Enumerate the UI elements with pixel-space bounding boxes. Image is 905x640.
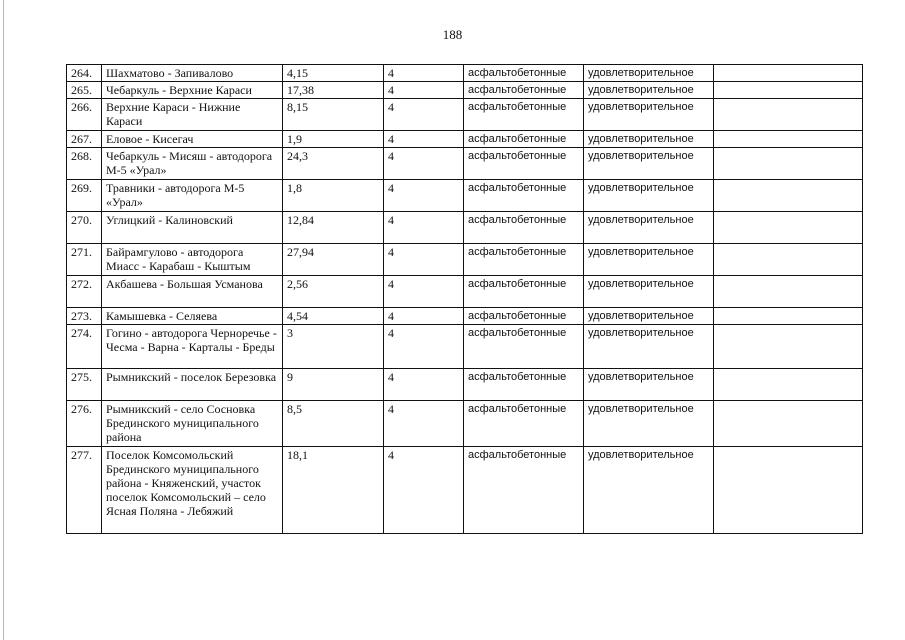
road-note-cell — [714, 65, 863, 82]
road-category-cell: 4 — [384, 447, 464, 534]
road-length-cell: 4,15 — [283, 65, 384, 82]
road-surface-cell: асфальтобетонные — [464, 447, 584, 534]
road-name-cell: Чебаркуль - Верхние Караси — [102, 82, 283, 99]
row-number-cell: 266. — [67, 99, 102, 131]
road-surface-cell: асфальтобетонные — [464, 99, 584, 131]
road-category-cell: 4 — [384, 148, 464, 180]
table-row — [67, 82, 863, 99]
road-condition-cell: удовлетворительное — [584, 447, 714, 534]
road-surface-cell: асфальтобетонные — [464, 65, 584, 82]
road-note-cell — [714, 99, 863, 131]
road-length-cell: 8,15 — [283, 99, 384, 131]
road-condition-cell: удовлетворительное — [584, 65, 714, 82]
road-category-cell: 4 — [384, 308, 464, 325]
road-name-cell: Верхние Караси - Нижние Караси — [102, 99, 283, 131]
road-surface-cell: асфальтобетонные — [464, 244, 584, 276]
row-number-cell: 264. — [67, 65, 102, 82]
road-length-cell: 1,8 — [283, 180, 384, 212]
road-length-cell: 18,1 — [283, 447, 384, 534]
road-length-cell: 17,38 — [283, 82, 384, 99]
page-margin-line — [3, 0, 4, 640]
road-name-cell: Рымникский - село Сосновка Брединского муниципального района — [102, 401, 283, 447]
road-condition-cell: удовлетворительное — [584, 401, 714, 447]
row-number-cell: 267. — [67, 131, 102, 148]
road-name-cell: Шахматово - Запивалово — [102, 65, 283, 82]
road-condition-cell: удовлетворительное — [584, 369, 714, 401]
row-number-cell: 270. — [67, 212, 102, 244]
page-number: 188 — [442, 27, 463, 42]
road-condition-cell: удовлетворительное — [584, 180, 714, 212]
road-note-cell — [714, 325, 863, 369]
road-condition-cell: удовлетворительное — [584, 308, 714, 325]
road-length-cell: 12,84 — [283, 212, 384, 244]
road-category-cell: 4 — [384, 401, 464, 447]
table-row — [67, 308, 863, 325]
road-length-cell: 3 — [283, 325, 384, 369]
road-note-cell — [714, 369, 863, 401]
road-length-cell: 8,5 — [283, 401, 384, 447]
road-condition-cell: удовлетворительное — [584, 131, 714, 148]
row-number-cell: 275. — [67, 369, 102, 401]
road-name-cell: Рымникский - поселок Березовка — [102, 369, 283, 401]
road-length-cell: 27,94 — [283, 244, 384, 276]
road-length-cell: 24,3 — [283, 148, 384, 180]
road-condition-cell: удовлетворительное — [584, 99, 714, 131]
road-condition-cell: удовлетворительное — [584, 212, 714, 244]
road-surface-cell: асфальтобетонные — [464, 308, 584, 325]
road-surface-cell: асфальтобетонные — [464, 369, 584, 401]
road-condition-cell: удовлетворительное — [584, 244, 714, 276]
road-name-cell: Поселок Комсомольский Брединского муниципального района - Княженский, участок поселок Комсомольский – село Ясная Поляна - Лебяжий — [102, 447, 283, 534]
road-length-cell: 1,9 — [283, 131, 384, 148]
roads-table-body — [67, 65, 863, 534]
road-note-cell — [714, 244, 863, 276]
road-note-cell — [714, 82, 863, 99]
row-number-cell: 271. — [67, 244, 102, 276]
row-number-cell: 274. — [67, 325, 102, 369]
road-category-cell: 4 — [384, 65, 464, 82]
table-row — [67, 325, 863, 369]
table-row — [67, 369, 863, 401]
road-name-cell: Байрамгулово - автодорога Миасс - Карабаш - Кыштым — [102, 244, 283, 276]
road-note-cell — [714, 308, 863, 325]
road-name-cell: Камышевка - Селяева — [102, 308, 283, 325]
road-note-cell — [714, 401, 863, 447]
road-note-cell — [714, 131, 863, 148]
road-surface-cell: асфальтобетонные — [464, 148, 584, 180]
road-length-cell: 2,56 — [283, 276, 384, 308]
road-surface-cell: асфальтобетонные — [464, 325, 584, 369]
table-row — [67, 131, 863, 148]
road-condition-cell: удовлетворительное — [584, 148, 714, 180]
road-condition-cell: удовлетворительное — [584, 82, 714, 99]
row-number-cell: 273. — [67, 308, 102, 325]
table-row — [67, 401, 863, 447]
road-name-cell: Травники - автодорога М-5 «Урал» — [102, 180, 283, 212]
table-row — [67, 180, 863, 212]
table-row — [67, 244, 863, 276]
road-surface-cell: асфальтобетонные — [464, 276, 584, 308]
row-number-cell: 276. — [67, 401, 102, 447]
road-name-cell: Гогино - автодорога Черноречье - Чесма - Варна - Карталы - Бреды — [102, 325, 283, 369]
road-note-cell — [714, 148, 863, 180]
table-row — [67, 276, 863, 308]
road-category-cell: 4 — [384, 369, 464, 401]
road-name-cell: Еловое - Кисегач — [102, 131, 283, 148]
row-number-cell: 265. — [67, 82, 102, 99]
road-category-cell: 4 — [384, 244, 464, 276]
road-length-cell: 9 — [283, 369, 384, 401]
road-surface-cell: асфальтобетонные — [464, 131, 584, 148]
road-category-cell: 4 — [384, 180, 464, 212]
road-category-cell: 4 — [384, 99, 464, 131]
table-row — [67, 99, 863, 131]
table-row — [67, 447, 863, 534]
road-category-cell: 4 — [384, 212, 464, 244]
table-row — [67, 65, 863, 82]
table-row — [67, 148, 863, 180]
road-category-cell: 4 — [384, 82, 464, 99]
row-number-cell: 268. — [67, 148, 102, 180]
roads-table — [66, 64, 863, 534]
road-surface-cell: асфальтобетонные — [464, 212, 584, 244]
road-note-cell — [714, 276, 863, 308]
road-note-cell — [714, 447, 863, 534]
road-name-cell: Углицкий - Калиновский — [102, 212, 283, 244]
row-number-cell: 277. — [67, 447, 102, 534]
road-category-cell: 4 — [384, 131, 464, 148]
road-condition-cell: удовлетворительное — [584, 276, 714, 308]
road-category-cell: 4 — [384, 325, 464, 369]
road-name-cell: Акбашева - Большая Усманова — [102, 276, 283, 308]
road-length-cell: 4,54 — [283, 308, 384, 325]
row-number-cell: 272. — [67, 276, 102, 308]
road-surface-cell: асфальтобетонные — [464, 180, 584, 212]
table-row — [67, 212, 863, 244]
road-note-cell — [714, 212, 863, 244]
road-surface-cell: асфальтобетонные — [464, 401, 584, 447]
road-category-cell: 4 — [384, 276, 464, 308]
road-surface-cell: асфальтобетонные — [464, 82, 584, 99]
road-name-cell: Чебаркуль - Мисяш - автодорога М-5 «Урал» — [102, 148, 283, 180]
road-note-cell — [714, 180, 863, 212]
row-number-cell: 269. — [67, 180, 102, 212]
road-condition-cell: удовлетворительное — [584, 325, 714, 369]
